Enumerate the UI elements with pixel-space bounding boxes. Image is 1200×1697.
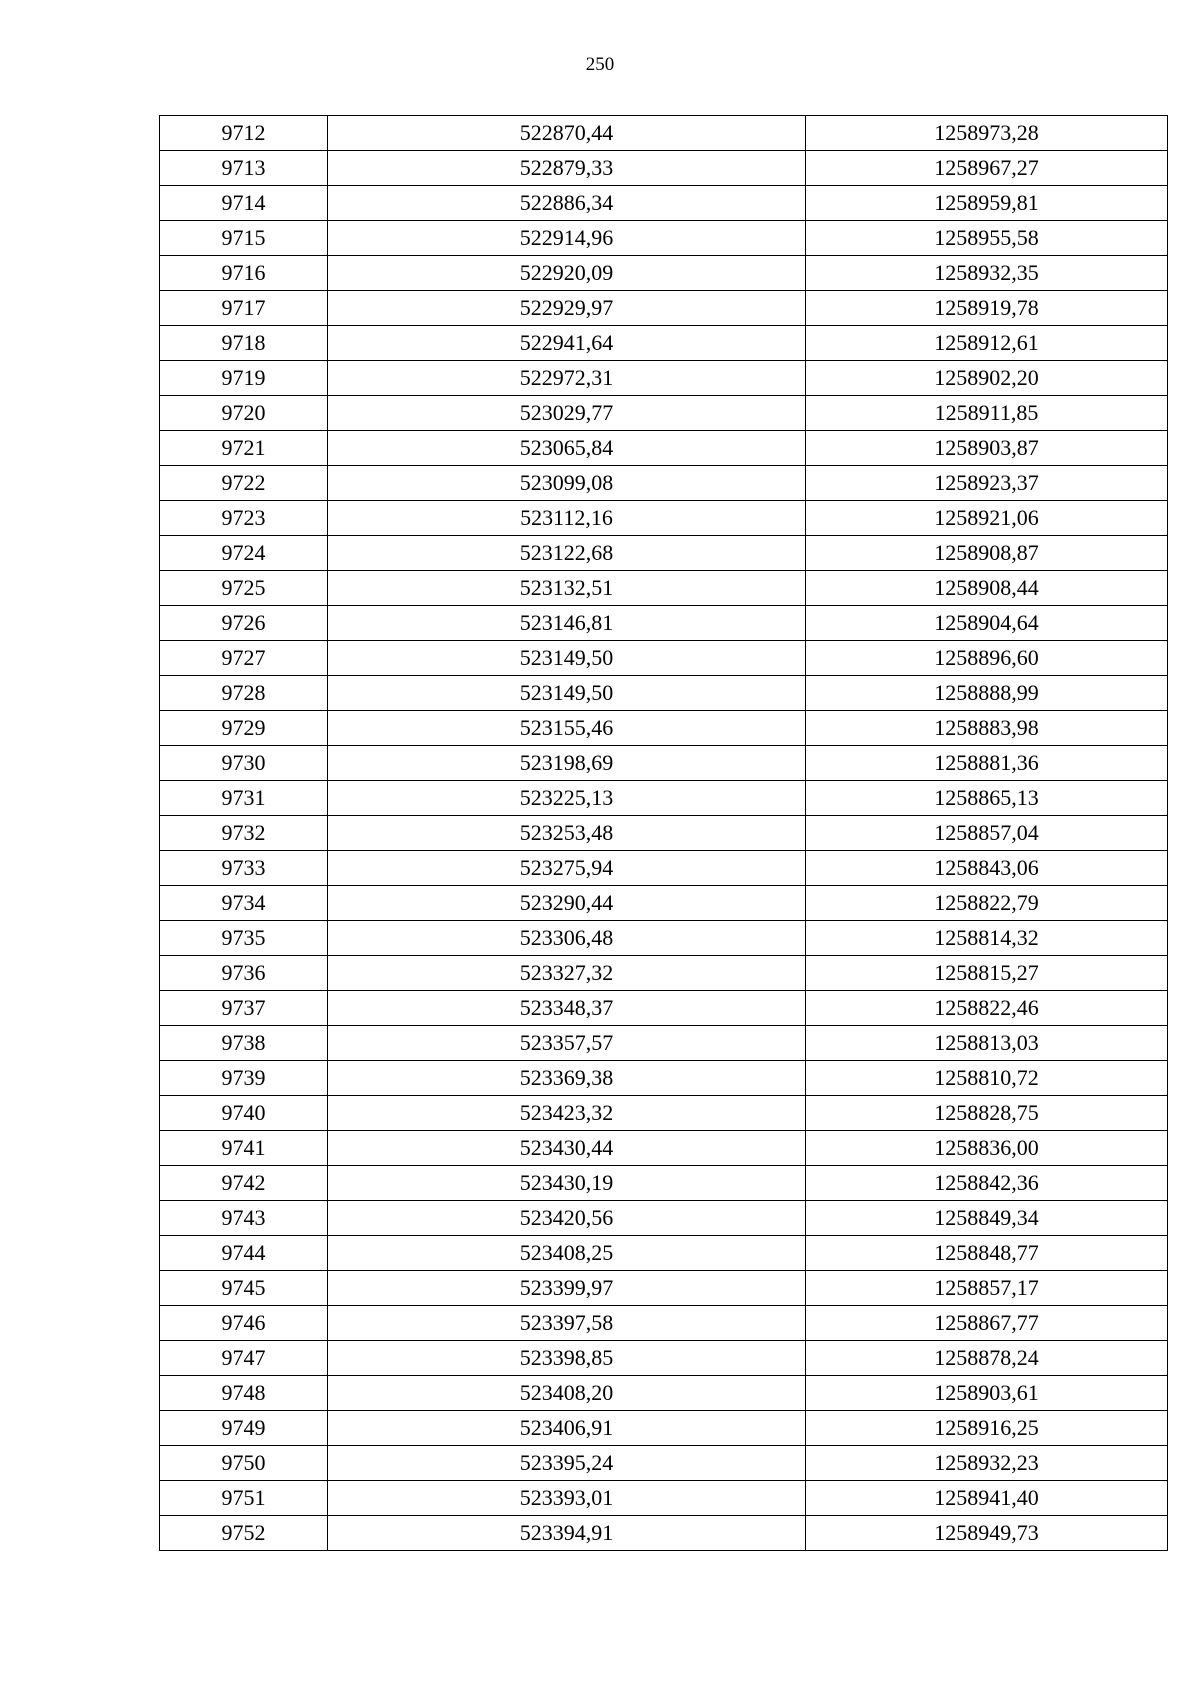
table-row bbox=[160, 1061, 1168, 1096]
y-coordinate-cell: 1258843,06 bbox=[806, 851, 1168, 886]
y-coordinate-cell: 1258912,61 bbox=[806, 326, 1168, 361]
point-number-cell: 9728 bbox=[160, 676, 328, 711]
y-coordinate-cell: 1258888,99 bbox=[806, 676, 1168, 711]
point-number-cell: 9733 bbox=[160, 851, 328, 886]
point-number-cell: 9745 bbox=[160, 1271, 328, 1306]
table-row bbox=[160, 956, 1168, 991]
coordinates-table bbox=[159, 115, 1168, 1551]
point-number-cell: 9729 bbox=[160, 711, 328, 746]
x-coordinate-cell: 522879,33 bbox=[328, 151, 806, 186]
point-number-cell: 9734 bbox=[160, 886, 328, 921]
y-coordinate-cell: 1258828,75 bbox=[806, 1096, 1168, 1131]
y-coordinate-cell: 1258967,27 bbox=[806, 151, 1168, 186]
x-coordinate-cell: 523357,57 bbox=[328, 1026, 806, 1061]
y-coordinate-cell: 1258949,73 bbox=[806, 1516, 1168, 1551]
x-coordinate-cell: 523122,68 bbox=[328, 536, 806, 571]
y-coordinate-cell: 1258916,25 bbox=[806, 1411, 1168, 1446]
table-row bbox=[160, 116, 1168, 151]
x-coordinate-cell: 523393,01 bbox=[328, 1481, 806, 1516]
table-row bbox=[160, 851, 1168, 886]
point-number-cell: 9712 bbox=[160, 116, 328, 151]
y-coordinate-cell: 1258881,36 bbox=[806, 746, 1168, 781]
y-coordinate-cell: 1258919,78 bbox=[806, 291, 1168, 326]
table-row bbox=[160, 1166, 1168, 1201]
point-number-cell: 9744 bbox=[160, 1236, 328, 1271]
table-row bbox=[160, 1201, 1168, 1236]
x-coordinate-cell: 523099,08 bbox=[328, 466, 806, 501]
y-coordinate-cell: 1258955,58 bbox=[806, 221, 1168, 256]
y-coordinate-cell: 1258849,34 bbox=[806, 1201, 1168, 1236]
y-coordinate-cell: 1258836,00 bbox=[806, 1131, 1168, 1166]
table-row bbox=[160, 711, 1168, 746]
table-row bbox=[160, 361, 1168, 396]
table-row bbox=[160, 1096, 1168, 1131]
point-number-cell: 9717 bbox=[160, 291, 328, 326]
point-number-cell: 9719 bbox=[160, 361, 328, 396]
table-row bbox=[160, 746, 1168, 781]
y-coordinate-cell: 1258896,60 bbox=[806, 641, 1168, 676]
table-row bbox=[160, 1516, 1168, 1551]
point-number-cell: 9715 bbox=[160, 221, 328, 256]
x-coordinate-cell: 523065,84 bbox=[328, 431, 806, 466]
point-number-cell: 9714 bbox=[160, 186, 328, 221]
x-coordinate-cell: 523327,32 bbox=[328, 956, 806, 991]
y-coordinate-cell: 1258911,85 bbox=[806, 396, 1168, 431]
table-row bbox=[160, 221, 1168, 256]
x-coordinate-cell: 523408,25 bbox=[328, 1236, 806, 1271]
table-row bbox=[160, 606, 1168, 641]
y-coordinate-cell: 1258814,32 bbox=[806, 921, 1168, 956]
table-row bbox=[160, 1306, 1168, 1341]
page-number: 250 bbox=[585, 54, 615, 75]
table-row bbox=[160, 571, 1168, 606]
point-number-cell: 9735 bbox=[160, 921, 328, 956]
y-coordinate-cell: 1258857,17 bbox=[806, 1271, 1168, 1306]
x-coordinate-cell: 523430,44 bbox=[328, 1131, 806, 1166]
table-row bbox=[160, 1481, 1168, 1516]
x-coordinate-cell: 523394,91 bbox=[328, 1516, 806, 1551]
y-coordinate-cell: 1258908,87 bbox=[806, 536, 1168, 571]
x-coordinate-cell: 522914,96 bbox=[328, 221, 806, 256]
y-coordinate-cell: 1258932,35 bbox=[806, 256, 1168, 291]
table-row bbox=[160, 1271, 1168, 1306]
table-row bbox=[160, 641, 1168, 676]
x-coordinate-cell: 523132,51 bbox=[328, 571, 806, 606]
y-coordinate-cell: 1258810,72 bbox=[806, 1061, 1168, 1096]
point-number-cell: 9749 bbox=[160, 1411, 328, 1446]
y-coordinate-cell: 1258959,81 bbox=[806, 186, 1168, 221]
x-coordinate-cell: 523290,44 bbox=[328, 886, 806, 921]
y-coordinate-cell: 1258822,79 bbox=[806, 886, 1168, 921]
x-coordinate-cell: 523112,16 bbox=[328, 501, 806, 536]
y-coordinate-cell: 1258822,46 bbox=[806, 991, 1168, 1026]
x-coordinate-cell: 523406,91 bbox=[328, 1411, 806, 1446]
y-coordinate-cell: 1258848,77 bbox=[806, 1236, 1168, 1271]
point-number-cell: 9736 bbox=[160, 956, 328, 991]
x-coordinate-cell: 523149,50 bbox=[328, 676, 806, 711]
table-row bbox=[160, 991, 1168, 1026]
table-row bbox=[160, 466, 1168, 501]
y-coordinate-cell: 1258857,04 bbox=[806, 816, 1168, 851]
point-number-cell: 9738 bbox=[160, 1026, 328, 1061]
point-number-cell: 9721 bbox=[160, 431, 328, 466]
x-coordinate-cell: 522941,64 bbox=[328, 326, 806, 361]
table-row bbox=[160, 1026, 1168, 1061]
point-number-cell: 9727 bbox=[160, 641, 328, 676]
x-coordinate-cell: 523275,94 bbox=[328, 851, 806, 886]
table-row bbox=[160, 431, 1168, 466]
y-coordinate-cell: 1258842,36 bbox=[806, 1166, 1168, 1201]
point-number-cell: 9726 bbox=[160, 606, 328, 641]
point-number-cell: 9746 bbox=[160, 1306, 328, 1341]
point-number-cell: 9722 bbox=[160, 466, 328, 501]
y-coordinate-cell: 1258932,23 bbox=[806, 1446, 1168, 1481]
y-coordinate-cell: 1258921,06 bbox=[806, 501, 1168, 536]
x-coordinate-cell: 522886,34 bbox=[328, 186, 806, 221]
x-coordinate-cell: 523398,85 bbox=[328, 1341, 806, 1376]
table-row bbox=[160, 886, 1168, 921]
y-coordinate-cell: 1258902,20 bbox=[806, 361, 1168, 396]
x-coordinate-cell: 523029,77 bbox=[328, 396, 806, 431]
y-coordinate-cell: 1258973,28 bbox=[806, 116, 1168, 151]
x-coordinate-cell: 523430,19 bbox=[328, 1166, 806, 1201]
table-row bbox=[160, 536, 1168, 571]
point-number-cell: 9731 bbox=[160, 781, 328, 816]
point-number-cell: 9740 bbox=[160, 1096, 328, 1131]
table-row bbox=[160, 501, 1168, 536]
table-row bbox=[160, 816, 1168, 851]
point-number-cell: 9718 bbox=[160, 326, 328, 361]
y-coordinate-cell: 1258941,40 bbox=[806, 1481, 1168, 1516]
point-number-cell: 9750 bbox=[160, 1446, 328, 1481]
point-number-cell: 9713 bbox=[160, 151, 328, 186]
x-coordinate-cell: 523369,38 bbox=[328, 1061, 806, 1096]
y-coordinate-cell: 1258878,24 bbox=[806, 1341, 1168, 1376]
y-coordinate-cell: 1258865,13 bbox=[806, 781, 1168, 816]
table-row bbox=[160, 1376, 1168, 1411]
y-coordinate-cell: 1258815,27 bbox=[806, 956, 1168, 991]
x-coordinate-cell: 523420,56 bbox=[328, 1201, 806, 1236]
table-row bbox=[160, 291, 1168, 326]
x-coordinate-cell: 523198,69 bbox=[328, 746, 806, 781]
x-coordinate-cell: 523146,81 bbox=[328, 606, 806, 641]
point-number-cell: 9751 bbox=[160, 1481, 328, 1516]
table-row bbox=[160, 1411, 1168, 1446]
point-number-cell: 9725 bbox=[160, 571, 328, 606]
table-row bbox=[160, 256, 1168, 291]
table-row bbox=[160, 326, 1168, 361]
table-row bbox=[160, 781, 1168, 816]
table-row bbox=[160, 151, 1168, 186]
y-coordinate-cell: 1258813,03 bbox=[806, 1026, 1168, 1061]
coordinates-table-body bbox=[160, 116, 1168, 1551]
point-number-cell: 9723 bbox=[160, 501, 328, 536]
point-number-cell: 9724 bbox=[160, 536, 328, 571]
table-row bbox=[160, 676, 1168, 711]
table-row bbox=[160, 1446, 1168, 1481]
x-coordinate-cell: 523397,58 bbox=[328, 1306, 806, 1341]
x-coordinate-cell: 523149,50 bbox=[328, 641, 806, 676]
y-coordinate-cell: 1258904,64 bbox=[806, 606, 1168, 641]
x-coordinate-cell: 523253,48 bbox=[328, 816, 806, 851]
y-coordinate-cell: 1258908,44 bbox=[806, 571, 1168, 606]
x-coordinate-cell: 523225,13 bbox=[328, 781, 806, 816]
point-number-cell: 9747 bbox=[160, 1341, 328, 1376]
point-number-cell: 9730 bbox=[160, 746, 328, 781]
x-coordinate-cell: 523423,32 bbox=[328, 1096, 806, 1131]
x-coordinate-cell: 522972,31 bbox=[328, 361, 806, 396]
point-number-cell: 9742 bbox=[160, 1166, 328, 1201]
table-row bbox=[160, 1236, 1168, 1271]
x-coordinate-cell: 523155,46 bbox=[328, 711, 806, 746]
y-coordinate-cell: 1258903,87 bbox=[806, 431, 1168, 466]
point-number-cell: 9716 bbox=[160, 256, 328, 291]
x-coordinate-cell: 523399,97 bbox=[328, 1271, 806, 1306]
x-coordinate-cell: 523348,37 bbox=[328, 991, 806, 1026]
point-number-cell: 9737 bbox=[160, 991, 328, 1026]
point-number-cell: 9748 bbox=[160, 1376, 328, 1411]
point-number-cell: 9752 bbox=[160, 1516, 328, 1551]
table-row bbox=[160, 186, 1168, 221]
y-coordinate-cell: 1258883,98 bbox=[806, 711, 1168, 746]
y-coordinate-cell: 1258867,77 bbox=[806, 1306, 1168, 1341]
point-number-cell: 9741 bbox=[160, 1131, 328, 1166]
point-number-cell: 9720 bbox=[160, 396, 328, 431]
y-coordinate-cell: 1258923,37 bbox=[806, 466, 1168, 501]
point-number-cell: 9739 bbox=[160, 1061, 328, 1096]
x-coordinate-cell: 523408,20 bbox=[328, 1376, 806, 1411]
point-number-cell: 9743 bbox=[160, 1201, 328, 1236]
table-row bbox=[160, 921, 1168, 956]
x-coordinate-cell: 522870,44 bbox=[328, 116, 806, 151]
x-coordinate-cell: 522920,09 bbox=[328, 256, 806, 291]
y-coordinate-cell: 1258903,61 bbox=[806, 1376, 1168, 1411]
table-row bbox=[160, 1341, 1168, 1376]
x-coordinate-cell: 523395,24 bbox=[328, 1446, 806, 1481]
point-number-cell: 9732 bbox=[160, 816, 328, 851]
table-row bbox=[160, 1131, 1168, 1166]
x-coordinate-cell: 523306,48 bbox=[328, 921, 806, 956]
x-coordinate-cell: 522929,97 bbox=[328, 291, 806, 326]
table-row bbox=[160, 396, 1168, 431]
